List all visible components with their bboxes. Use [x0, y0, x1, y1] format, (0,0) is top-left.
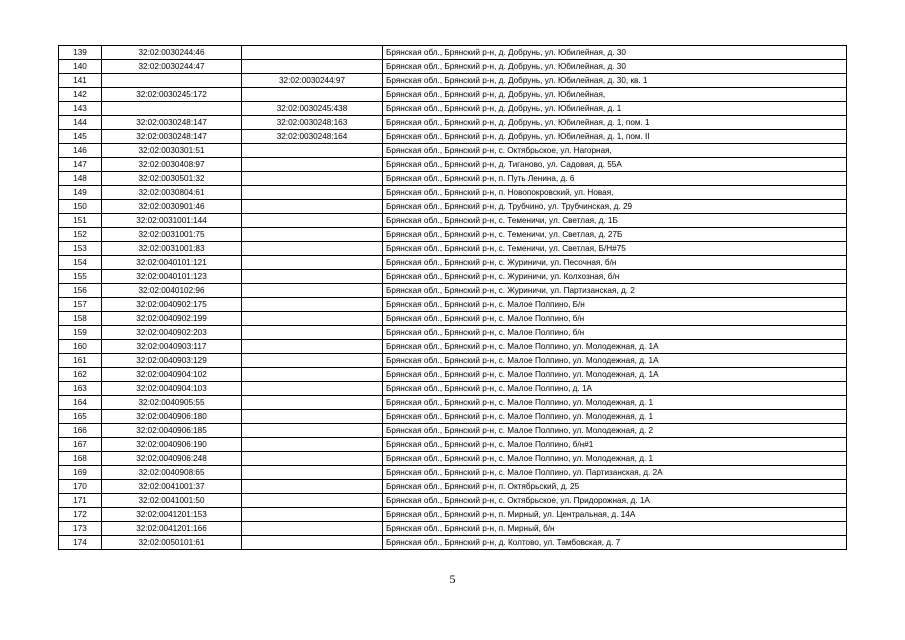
address-cell: Брянская обл., Брянский р-н, д. Добрунь, ул. Юбилейная, д. 1	[383, 102, 847, 116]
address-cell: Брянская обл., Брянский р-н, с. Малое Полпино, ул. Молодежная, д. 1А	[383, 368, 847, 382]
cadastral-number-cell: 32:02:0041201:166	[102, 522, 242, 536]
table-row	[59, 480, 847, 494]
table-row	[59, 382, 847, 396]
cadastral-number-cell: 32:02:0040906:190	[102, 438, 242, 452]
cadastral-number-cell: 32:02:0040904:102	[102, 368, 242, 382]
cadastral-number-cell: 32:02:0030408:97	[102, 158, 242, 172]
row-number-cell: 152	[59, 228, 102, 242]
table-row	[59, 536, 847, 550]
table-row	[59, 88, 847, 102]
address-cell: Брянская обл., Брянский р-н, п. Октябрьский, д. 25	[383, 480, 847, 494]
address-cell: Брянская обл., Брянский р-н, с. Малое Полпино, ул. Молодежная, д. 1А	[383, 354, 847, 368]
cadastral-number-cell: 32:02:0041001:37	[102, 480, 242, 494]
row-number-cell: 157	[59, 298, 102, 312]
address-cell: Брянская обл., Брянский р-н, с. Теменичи, ул. Светлая, д. 27Б	[383, 228, 847, 242]
table-row	[59, 270, 847, 284]
row-number-cell: 164	[59, 396, 102, 410]
cadastral-number-cell: 32:02:0030245:172	[102, 88, 242, 102]
cadastral-number-cell: 32:02:0031001:144	[102, 214, 242, 228]
table-row	[59, 396, 847, 410]
cadastral-number-cell: 32:02:0040905:55	[102, 396, 242, 410]
row-number-cell: 149	[59, 186, 102, 200]
premises-cadastral-number-cell	[242, 46, 383, 60]
table-row	[59, 410, 847, 424]
address-cell: Брянская обл., Брянский р-н, п. Мирный, б/н	[383, 522, 847, 536]
cadastral-number-cell: 32:02:0031001:75	[102, 228, 242, 242]
premises-cadastral-number-cell	[242, 382, 383, 396]
address-cell: Брянская обл., Брянский р-н, д. Трубчино, ул. Трубчинская, д. 29	[383, 200, 847, 214]
table-row	[59, 186, 847, 200]
cadastral-number-cell: 32:02:0030901:46	[102, 200, 242, 214]
cadastral-number-cell: 32:02:0040906:180	[102, 410, 242, 424]
address-cell: Брянская обл., Брянский р-н, с. Малое Полпино, ул. Молодежная, д. 1А	[383, 340, 847, 354]
address-cell: Брянская обл., Брянский р-н, с. Малое Полпино, ул. Молодежная, д. 1	[383, 452, 847, 466]
table-row	[59, 256, 847, 270]
table-row	[59, 424, 847, 438]
table-row	[59, 214, 847, 228]
row-number-cell: 146	[59, 144, 102, 158]
table-row	[59, 354, 847, 368]
row-number-cell: 141	[59, 74, 102, 88]
address-cell: Брянская обл., Брянский р-н, с. Малое Полпино, ул. Молодежная, д. 1	[383, 396, 847, 410]
address-cell: Брянская обл., Брянский р-н, д. Тиганово, ул. Садовая, д. 55А	[383, 158, 847, 172]
row-number-cell: 160	[59, 340, 102, 354]
row-number-cell: 144	[59, 116, 102, 130]
row-number-cell: 155	[59, 270, 102, 284]
row-number-cell: 148	[59, 172, 102, 186]
address-cell: Брянская обл., Брянский р-н, с. Теменичи, ул. Светлая, д. 1Б	[383, 214, 847, 228]
cadastral-number-cell: 32:02:0030804:61	[102, 186, 242, 200]
row-number-cell: 156	[59, 284, 102, 298]
row-number-cell: 140	[59, 60, 102, 74]
table-row	[59, 494, 847, 508]
address-cell: Брянская обл., Брянский р-н, с. Малое Полпино, ул. Молодежная, д. 2	[383, 424, 847, 438]
row-number-cell: 167	[59, 438, 102, 452]
table-row	[59, 60, 847, 74]
cadastral-number-cell: 32:02:0040902:199	[102, 312, 242, 326]
address-cell: Брянская обл., Брянский р-н, с. Малое Полпино, б/н	[383, 326, 847, 340]
cadastral-number-cell: 32:02:0050101:61	[102, 536, 242, 550]
row-number-cell: 158	[59, 312, 102, 326]
table-row	[59, 102, 847, 116]
premises-cadastral-number-cell	[242, 228, 383, 242]
cadastral-number-cell: 32:02:0030501:32	[102, 172, 242, 186]
address-cell: Брянская обл., Брянский р-н, с. Малое Полпино, б/н#1	[383, 438, 847, 452]
table-row	[59, 284, 847, 298]
premises-cadastral-number-cell	[242, 396, 383, 410]
address-cell: Брянская обл., Брянский р-н, д. Добрунь, ул. Юбилейная,	[383, 88, 847, 102]
address-cell: Брянская обл., Брянский р-н, д. Колтово, ул. Тамбовская, д. 7	[383, 536, 847, 550]
table-row	[59, 144, 847, 158]
cadastral-number-cell: 32:02:0040101:121	[102, 256, 242, 270]
table-row	[59, 242, 847, 256]
cadastral-number-cell: 32:02:0030244:46	[102, 46, 242, 60]
premises-cadastral-number-cell	[242, 172, 383, 186]
premises-cadastral-number-cell	[242, 144, 383, 158]
address-cell: Брянская обл., Брянский р-н, с. Октябрьское, ул. Нагорная,	[383, 144, 847, 158]
table-row	[59, 340, 847, 354]
address-cell: Брянская обл., Брянский р-н, с. Малое Полпино, ул. Партизанская, д. 2А	[383, 466, 847, 480]
cadastral-number-cell: 32:02:0041001:50	[102, 494, 242, 508]
row-number-cell: 166	[59, 424, 102, 438]
address-cell: Брянская обл., Брянский р-н, п. Путь Ленина, д. 6	[383, 172, 847, 186]
address-cell: Брянская обл., Брянский р-н, с. Теменичи, ул. Светлая, Б/Н#75	[383, 242, 847, 256]
premises-cadastral-number-cell	[242, 410, 383, 424]
table-row	[59, 466, 847, 480]
cadastral-number-cell: 32:02:0040902:203	[102, 326, 242, 340]
row-number-cell: 153	[59, 242, 102, 256]
cadastral-number-cell	[102, 102, 242, 116]
row-number-cell: 162	[59, 368, 102, 382]
premises-cadastral-number-cell: 32:02:0030245:438	[242, 102, 383, 116]
premises-cadastral-number-cell: 32:02:0030248:163	[242, 116, 383, 130]
premises-cadastral-number-cell	[242, 200, 383, 214]
row-number-cell: 170	[59, 480, 102, 494]
table-row	[59, 438, 847, 452]
table-row	[59, 508, 847, 522]
table-row	[59, 158, 847, 172]
cadastral-number-cell: 32:02:0030248:147	[102, 116, 242, 130]
table-row	[59, 522, 847, 536]
cadastral-number-cell: 32:02:0040906:248	[102, 452, 242, 466]
premises-cadastral-number-cell	[242, 284, 383, 298]
address-cell: Брянская обл., Брянский р-н, д. Добрунь, ул. Юбилейная, д. 30	[383, 60, 847, 74]
address-cell: Брянская обл., Брянский р-н, с. Малое Полпино, д. 1А	[383, 382, 847, 396]
table-body	[59, 46, 847, 550]
premises-cadastral-number-cell	[242, 60, 383, 74]
table-row	[59, 452, 847, 466]
row-number-cell: 172	[59, 508, 102, 522]
address-cell: Брянская обл., Брянский р-н, п. Мирный, ул. Центральная, д. 14А	[383, 508, 847, 522]
row-number-cell: 165	[59, 410, 102, 424]
premises-cadastral-number-cell: 32:02:0030244:97	[242, 74, 383, 88]
premises-cadastral-number-cell	[242, 214, 383, 228]
cadastral-number-cell: 32:02:0040903:129	[102, 354, 242, 368]
row-number-cell: 171	[59, 494, 102, 508]
premises-cadastral-number-cell	[242, 312, 383, 326]
row-number-cell: 161	[59, 354, 102, 368]
cadastral-number-cell: 32:02:0041201:153	[102, 508, 242, 522]
row-number-cell: 168	[59, 452, 102, 466]
row-number-cell: 139	[59, 46, 102, 60]
premises-cadastral-number-cell	[242, 270, 383, 284]
table-row	[59, 298, 847, 312]
row-number-cell: 154	[59, 256, 102, 270]
address-cell: Брянская обл., Брянский р-н, п. Новопокровский, ул. Новая,	[383, 186, 847, 200]
premises-cadastral-number-cell	[242, 494, 383, 508]
cadastral-number-cell: 32:02:0040906:185	[102, 424, 242, 438]
cadastral-number-cell: 32:02:0030244:47	[102, 60, 242, 74]
cadastral-number-cell	[102, 74, 242, 88]
row-number-cell: 174	[59, 536, 102, 550]
premises-cadastral-number-cell	[242, 424, 383, 438]
row-number-cell: 145	[59, 130, 102, 144]
row-number-cell: 159	[59, 326, 102, 340]
table-row	[59, 312, 847, 326]
address-cell: Брянская обл., Брянский р-н, д. Добрунь, ул. Юбилейная, д. 30	[383, 46, 847, 60]
address-cell: Брянская обл., Брянский р-н, д. Добрунь, ул. Юбилейная, д. 1, пом. 1	[383, 116, 847, 130]
premises-cadastral-number-cell	[242, 354, 383, 368]
cadastral-number-cell: 32:02:0030248:147	[102, 130, 242, 144]
premises-cadastral-number-cell	[242, 508, 383, 522]
premises-cadastral-number-cell	[242, 256, 383, 270]
row-number-cell: 163	[59, 382, 102, 396]
table-row	[59, 368, 847, 382]
premises-cadastral-number-cell	[242, 158, 383, 172]
premises-cadastral-number-cell	[242, 452, 383, 466]
address-cell: Брянская обл., Брянский р-н, д. Добрунь, ул. Юбилейная, д. 1, пом. II	[383, 130, 847, 144]
cadastral-number-cell: 32:02:0040908:65	[102, 466, 242, 480]
table-row	[59, 46, 847, 60]
premises-cadastral-number-cell	[242, 298, 383, 312]
cadastral-number-cell: 32:02:0040904:103	[102, 382, 242, 396]
premises-cadastral-number-cell	[242, 242, 383, 256]
address-cell: Брянская обл., Брянский р-н, с. Журиничи, ул. Партизанская, д. 2	[383, 284, 847, 298]
cadastral-number-cell: 32:02:0040101:123	[102, 270, 242, 284]
premises-cadastral-number-cell	[242, 186, 383, 200]
address-cell: Брянская обл., Брянский р-н, с. Малое Полпино, ул. Молодежная, д. 1	[383, 410, 847, 424]
address-cell: Брянская обл., Брянский р-н, с. Октябрьское, ул. Придорожная, д. 1А	[383, 494, 847, 508]
row-number-cell: 143	[59, 102, 102, 116]
cadastral-number-cell: 32:02:0040902:175	[102, 298, 242, 312]
table-row	[59, 326, 847, 340]
premises-cadastral-number-cell	[242, 536, 383, 550]
premises-cadastral-number-cell	[242, 88, 383, 102]
premises-cadastral-number-cell	[242, 340, 383, 354]
premises-cadastral-number-cell	[242, 522, 383, 536]
row-number-cell: 150	[59, 200, 102, 214]
table-row	[59, 116, 847, 130]
address-cell: Брянская обл., Брянский р-н, с. Журиничи, ул. Колхозная, б/н	[383, 270, 847, 284]
cadastral-number-cell: 32:02:0031001:83	[102, 242, 242, 256]
address-cell: Брянская обл., Брянский р-н, д. Добрунь, ул. Юбилейная, д. 30, кв. 1	[383, 74, 847, 88]
row-number-cell: 151	[59, 214, 102, 228]
cadastral-table	[58, 45, 847, 550]
row-number-cell: 142	[59, 88, 102, 102]
premises-cadastral-number-cell	[242, 438, 383, 452]
table-row	[59, 172, 847, 186]
cadastral-number-cell: 32:02:0040903:117	[102, 340, 242, 354]
table-row	[59, 74, 847, 88]
address-cell: Брянская обл., Брянский р-н, с. Малое Полпино, Б/н	[383, 298, 847, 312]
cadastral-number-cell: 32:02:0040102:96	[102, 284, 242, 298]
table-row	[59, 130, 847, 144]
page-number: 5	[449, 572, 456, 586]
table-row	[59, 200, 847, 214]
premises-cadastral-number-cell	[242, 480, 383, 494]
premises-cadastral-number-cell	[242, 466, 383, 480]
table-row	[59, 228, 847, 242]
row-number-cell: 169	[59, 466, 102, 480]
row-number-cell: 147	[59, 158, 102, 172]
premises-cadastral-number-cell	[242, 368, 383, 382]
premises-cadastral-number-cell	[242, 326, 383, 340]
cadastral-number-cell: 32:02:0030301:51	[102, 144, 242, 158]
address-cell: Брянская обл., Брянский р-н, с. Журиничи, ул. Песочная, б/н	[383, 256, 847, 270]
premises-cadastral-number-cell: 32:02:0030248:164	[242, 130, 383, 144]
row-number-cell: 173	[59, 522, 102, 536]
address-cell: Брянская обл., Брянский р-н, с. Малое Полпино, б/н	[383, 312, 847, 326]
